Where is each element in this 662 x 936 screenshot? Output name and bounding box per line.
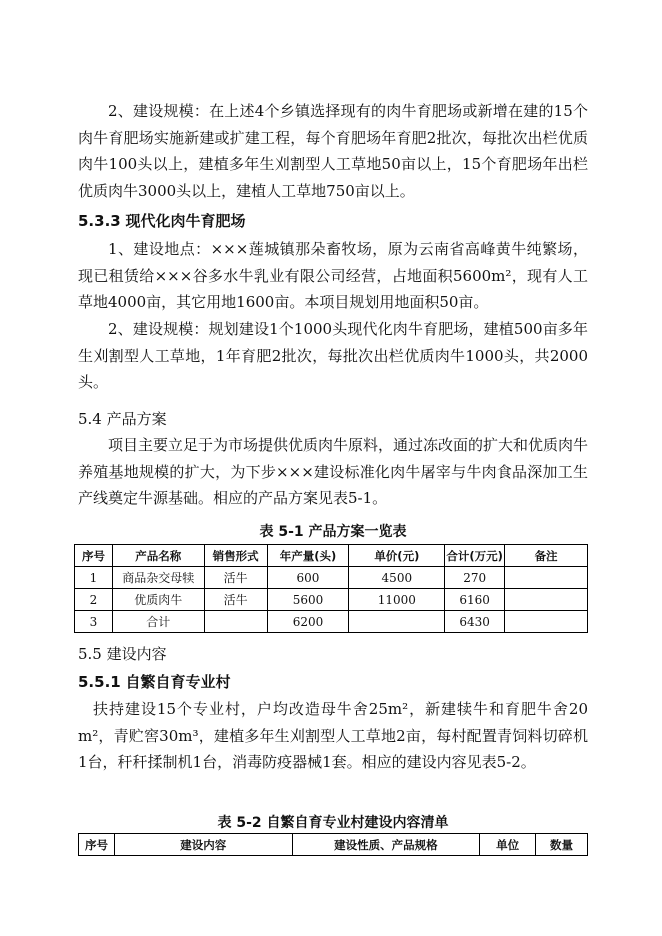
col-header: 单价(元) <box>349 545 445 567</box>
table-cell: 活牛 <box>204 589 267 611</box>
table-cell <box>349 611 445 633</box>
table-cell: 270 <box>445 567 505 589</box>
table-header-row <box>79 834 588 856</box>
heading-text: 自繁自育专业村 <box>125 673 231 691</box>
paragraph-construction-content: 扶持建设15个专业村，户均改造母牛舍25m²，新建犊牛和育肥牛舍20 m²，青贮窖30m³，建植多年生刈割型人工草地2亩，每村配置青饲料切碎机1台，秆秆揉制机1台，消毒防疫器械1套。相应的建设内容见表5-2。 <box>78 700 588 772</box>
table-row <box>75 567 588 589</box>
table-cell: 1 <box>75 567 113 589</box>
table-cell: 6430 <box>445 611 505 633</box>
col-header: 合计(万元) <box>445 545 505 567</box>
table-header-row <box>75 545 588 567</box>
col-header: 单位 <box>480 834 536 856</box>
heading-5-5-1 <box>78 672 231 692</box>
paragraph-construction-scale-2: 2、建设规模：规划建设1个1000头现代化肉牛育肥场，建植500亩多年生刈割型人工草地，1年育肥2批次，每批次出栏优质肉牛1000头，共2000头。 <box>78 320 588 392</box>
heading-text: 现代化肉牛育肥场 <box>125 212 246 230</box>
table-cell: 600 <box>267 567 349 589</box>
paragraph-construction-scale-1: 2、建设规模：在上述4个乡镇选择现有的肉牛育肥场或新增在建的15个肉牛育肥场实施新建或扩建工程，每个育肥场年育肥2批次，每批次出栏优质肉牛100头以上，建植多年生刈割型人工草地50亩以上，15个育肥场年出栏优质肉牛3000头以上，建植人工草地750亩以上。 <box>78 102 588 200</box>
col-header: 建设内容 <box>114 834 292 856</box>
heading-5-5: 5.5 建设内容 <box>78 645 167 663</box>
heading-5-3-3 <box>78 211 246 231</box>
table-cell: 合计 <box>112 611 204 633</box>
heading-number: 5.3.3 <box>78 212 121 230</box>
heading-number: 5.5.1 <box>78 673 121 691</box>
col-header: 序号 <box>79 834 115 856</box>
col-header: 年产量(头) <box>267 545 349 567</box>
table-5-2-caption: 表 5-2 自繁自育专业村建设内容清单 <box>217 815 449 831</box>
col-header: 建设性质、产品规格 <box>292 834 480 856</box>
table-cell: 2 <box>75 589 113 611</box>
col-header: 备注 <box>505 545 588 567</box>
col-header: 产品名称 <box>112 545 204 567</box>
table-5-1-caption: 表 5-1 产品方案一览表 <box>259 524 407 540</box>
table-cell: 优质肉牛 <box>112 589 204 611</box>
col-header: 序号 <box>75 545 113 567</box>
table-row <box>75 589 588 611</box>
paragraph-construction-site: 1、建设地点：×××莲城镇那朵畜牧场，原为云南省高峰黄牛纯繁场，现已租赁给×××谷多水牛乳业有限公司经营，占地面积5600m²，现有人工草地4000亩，其它用地1600亩。本项目规划用地面积50亩。 <box>78 240 588 312</box>
table-cell: 活牛 <box>204 567 267 589</box>
paragraph-product-plan: 项目主要立足于为市场提供优质肉牛原料，通过冻改面的扩大和优质肉牛养殖基地规模的扩大，为下步×××建设标准化肉牛屠宰与牛肉食品深加工生产线奠定牛源基础。相应的产品方案见表5-1。 <box>78 436 589 508</box>
table-cell: 6200 <box>267 611 349 633</box>
heading-5-4: 5.4 产品方案 <box>78 410 167 428</box>
table-cell <box>505 567 588 589</box>
table-cell: 4500 <box>349 567 445 589</box>
table-5-1 <box>74 544 588 633</box>
table-cell <box>505 589 588 611</box>
table-cell <box>204 611 267 633</box>
table-cell: 3 <box>75 611 113 633</box>
col-header: 数量 <box>536 834 588 856</box>
table-cell: 5600 <box>267 589 349 611</box>
table-cell: 商品杂交母犊 <box>112 567 204 589</box>
table-row-total <box>75 611 588 633</box>
col-header: 销售形式 <box>204 545 267 567</box>
table-cell: 6160 <box>445 589 505 611</box>
table-cell <box>505 611 588 633</box>
table-cell: 11000 <box>349 589 445 611</box>
table-5-2 <box>78 833 588 856</box>
